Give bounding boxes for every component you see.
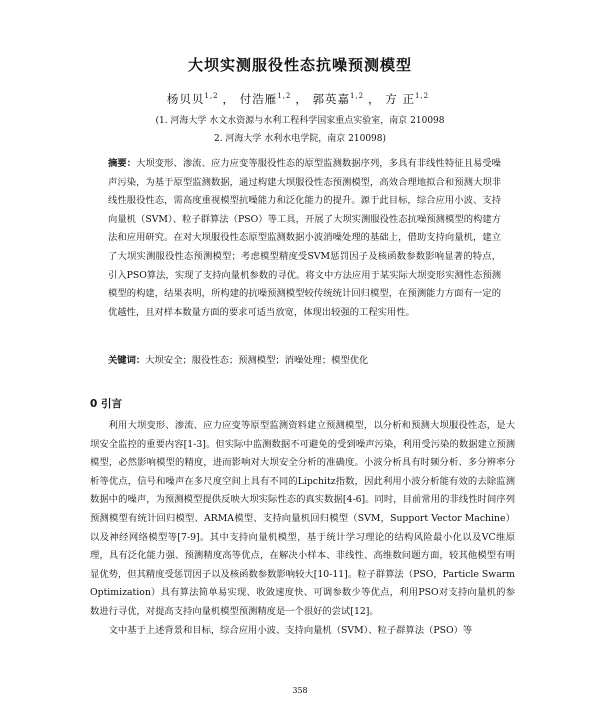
affiliation-2: 2. 河海大学 水利水电学院，南京 210098) xyxy=(213,134,387,144)
keywords-text: 大坝安全；服役性态；预测模型；消噪处理；模型优化 xyxy=(145,355,369,366)
author-name: 杨贝贝 xyxy=(166,92,205,106)
body-paragraph: 利用大坝变形、渗流、应力应变等原型监测资料建立预测模型，以分析和预测大坝服役性态，是大坝安全监控的重要内容[1-3]。但实际中监测数据不可避免的受到噪声污染，利用受污染的数据建立预测模型，必然影响模型的精度，进而影响对大坝安全分析的准确度。小波分析具有时频分析、多分辨率分析等优点，信号和噪声在多尺度空间上具有不同的Lipchitz指数，因此利用小波分析能有效的去除监测数据中的噪声，为预测模型提供反映大坝实际性态的真实数据[4-6]。同时，目前常用的非线性时间序列预测模型有统计回归模型、ARMA模型、支持向量机回归模型（SVM，Support Vector Machine）以及神经网络模型等[7-9]。其中支持向量机模型，基于统计学习理论的结构风险最小化以及VC维原理，具有泛化能力强、预测精度高等优点，在解决小样本、非线性、高维数问题方面，较其他模型有明显优势，但其精度受惩罚因子以及核函数参数影响较大[10-11]。粒子群算法（PSO，Particle Swarm Optimization）具有算法简单易实现、收敛速度快、可调参数少等优点，利用PSO对支持向量机的参数进行寻优，对提高支持向量机模型预测精度是一个很好的尝试[12]。 xyxy=(90,420,515,617)
body-paragraph: 文中基于上述背景和目标，综合应用小波、支持向量机（SVM）、粒子群算法（PSO）等 xyxy=(108,624,473,636)
paper-title: 大坝实测服役性态抗噪预测模型 xyxy=(187,56,412,74)
section-body xyxy=(90,417,515,640)
author-list: 杨贝贝$^{1,2}$ ， 付浩雁$^{1,2}$ ， 郭英嘉$^{1,2}$ ， 方 正$^{1,2}$ xyxy=(166,92,430,106)
abstract xyxy=(108,155,501,322)
author-affiliation-mark: 1,2 xyxy=(350,92,365,101)
author-affiliation-mark: 1,2 xyxy=(277,92,292,101)
abstract-label: 摘要： xyxy=(108,158,137,169)
keywords xyxy=(108,352,501,366)
author-name: 付浩雁 xyxy=(239,92,278,106)
author-affiliation-mark: 1,2 xyxy=(204,92,219,101)
section-heading: 0 引言 xyxy=(90,398,122,410)
abstract-text: 大坝变形、渗流、应力应变等服役性态的原型监测数据序列，多具有非线性特征且易受噪声污染，为基于原型监测数据，通过构建大坝服役性态预测模型，高效合理地拟合和预测大坝非线性服役性态，需高度重视模型抗噪能力和泛化能力的提升。源于此目标，综合应用小波、支持向量机（SVM）、粒子群算法（PSO）等工具，开展了大坝实测服役性态抗噪预测模型的构建方法和应用研究。在对大坝服役性态原型监测数据小波消噪处理的基础上，借助支持向量机，建立了大坝实测服役性态预测模型；考虑模型精度受SVM惩罚因子及核函数参数影响显著的特点，引入PSO算法，实现了支持向量机参数的寻优。将文中方法应用于某实际大坝变形实测性态预测模型的构建，结果表明，所构建的抗噪预测模型较传统统计回归模型，在预测能力方面有一定的优越性，且对样本数量方面的要求可适当放宽，体现出较强的工程实用性。 xyxy=(108,158,501,318)
author-name: 方 正 xyxy=(385,92,415,106)
author-affiliation-mark: 1,2 xyxy=(414,92,430,101)
affiliation-1: (1. 河海大学 水文水资源与水利工程科学国家重点实验室，南京 210098 xyxy=(155,116,445,126)
keywords-label: 关键词： xyxy=(108,355,146,366)
author-name: 郭英嘉 xyxy=(312,92,350,106)
page-number: 358 xyxy=(292,686,308,695)
